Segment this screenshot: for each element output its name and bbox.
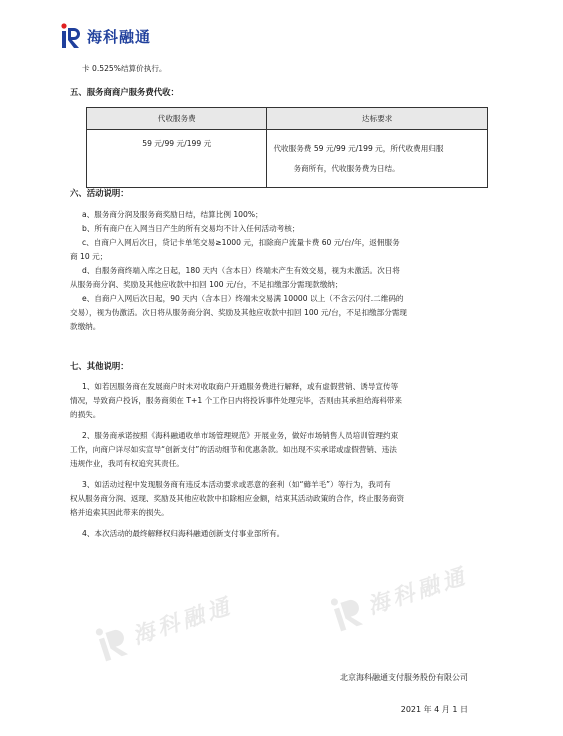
list-item: d、自服务商终端入库之日起，180 天内（含本日）终端未产生有效交易，视为未激活。次日将: [82, 266, 400, 275]
list-item: 权从服务商分润、返现、奖励及其他应收款中扣除相应金额，结束其活动政策的合作，终止服务商资: [70, 494, 405, 503]
table-header-row: [87, 108, 488, 130]
signature-date: 2021 年 4 月 1 日: [400, 705, 468, 714]
section7-title: 七、其他说明：: [70, 361, 129, 371]
list-item: c、自商户入网后次日，贷记卡单笔交易≥1000 元，扣除商户流量卡费 60 元/台/年，返佣服务: [82, 238, 400, 247]
list-item: 3、如活动过程中发现服务商有违反本活动要求或恶意的套利（如“薅羊毛”）等行为，我司有: [82, 480, 391, 489]
list-item: 款缴纳。: [70, 322, 101, 331]
list-item: 情况，导致商户投诉，服务商须在 T+1 个工作日内将投诉事件处理完毕，否则由其承担给海科带来: [70, 396, 402, 405]
list-item: 违规作业，我司有权追究其责任。: [70, 459, 184, 468]
watermark-logo-icon: [92, 618, 133, 665]
list-item: a、服务商分润及服务商奖励日结，结算比例 100%；: [82, 210, 263, 219]
list-item: 2、服务商承诺按照《海科融通收单市场管理规范》开展业务，做好市场销售人员培训管理约束: [82, 431, 399, 440]
section6-title: 六、活动说明：: [70, 188, 129, 198]
table-row: [87, 130, 488, 188]
list-item: 4、本次活动的最终解释权归海科融通创新支付事业部所有。: [82, 529, 285, 538]
list-item: 商 10 元；: [70, 252, 108, 261]
logo-mark-icon: [60, 22, 82, 50]
list-item: 格并追索其因此带来的损失。: [70, 508, 169, 517]
list-item: 1、如若因服务商在发展商户时未对收取商户开通服务费进行解释，或有虚假营销、诱导宣传等: [82, 382, 399, 391]
company-logo: [60, 22, 151, 50]
watermark: 海科融通: [327, 554, 473, 635]
signature-company: 北京海科融通支付服务股份有限公司: [340, 673, 468, 682]
section7-body: [70, 380, 490, 541]
table-cell-fee: 59 元/99 元/199 元: [87, 130, 267, 188]
intro-line: 卡 0.525%结算价执行。: [82, 64, 167, 73]
service-fee-table: [86, 107, 488, 188]
watermark-logo-icon: [327, 588, 368, 635]
list-item: 从服务商分润、奖励及其他应收款中扣回 100 元/台，不足扣缴部分需现款缴纳；: [70, 280, 343, 289]
section5-title: 五、服务商商户服务费代收：: [70, 87, 179, 97]
list-item: 的损失。: [70, 410, 101, 419]
list-item: e、自商户入网后次日起，90 天内（含本日）终端未交易满 10000 以上（不含云闪付.二维码的: [82, 294, 404, 303]
logo-text: 海科融通: [87, 27, 152, 46]
table-header-fee: 代收服务费: [87, 108, 267, 130]
watermark: 海科融通: [92, 584, 238, 665]
section6-body: [70, 208, 490, 334]
table-cell-requirement: 代收服务费 59 元/99 元/199 元，所代收费用归服 务商所有，代收服务费为日结。: [267, 130, 488, 188]
table-header-requirement: 达标要求: [267, 108, 488, 130]
list-item: 交易），视为伪激活。次日将从服务商分润、奖励及其他应收款中扣回 100 元/台，不足扣缴部分需现: [70, 308, 408, 317]
list-item: b、所有商户在入网当日产生的所有交易均不计入任何活动考核；: [82, 224, 300, 233]
list-item: 工作，向商户详尽如实宣导“创新支付”的活动细节和优惠条款。如出现不实承诺或虚假营销、违法: [70, 445, 397, 454]
